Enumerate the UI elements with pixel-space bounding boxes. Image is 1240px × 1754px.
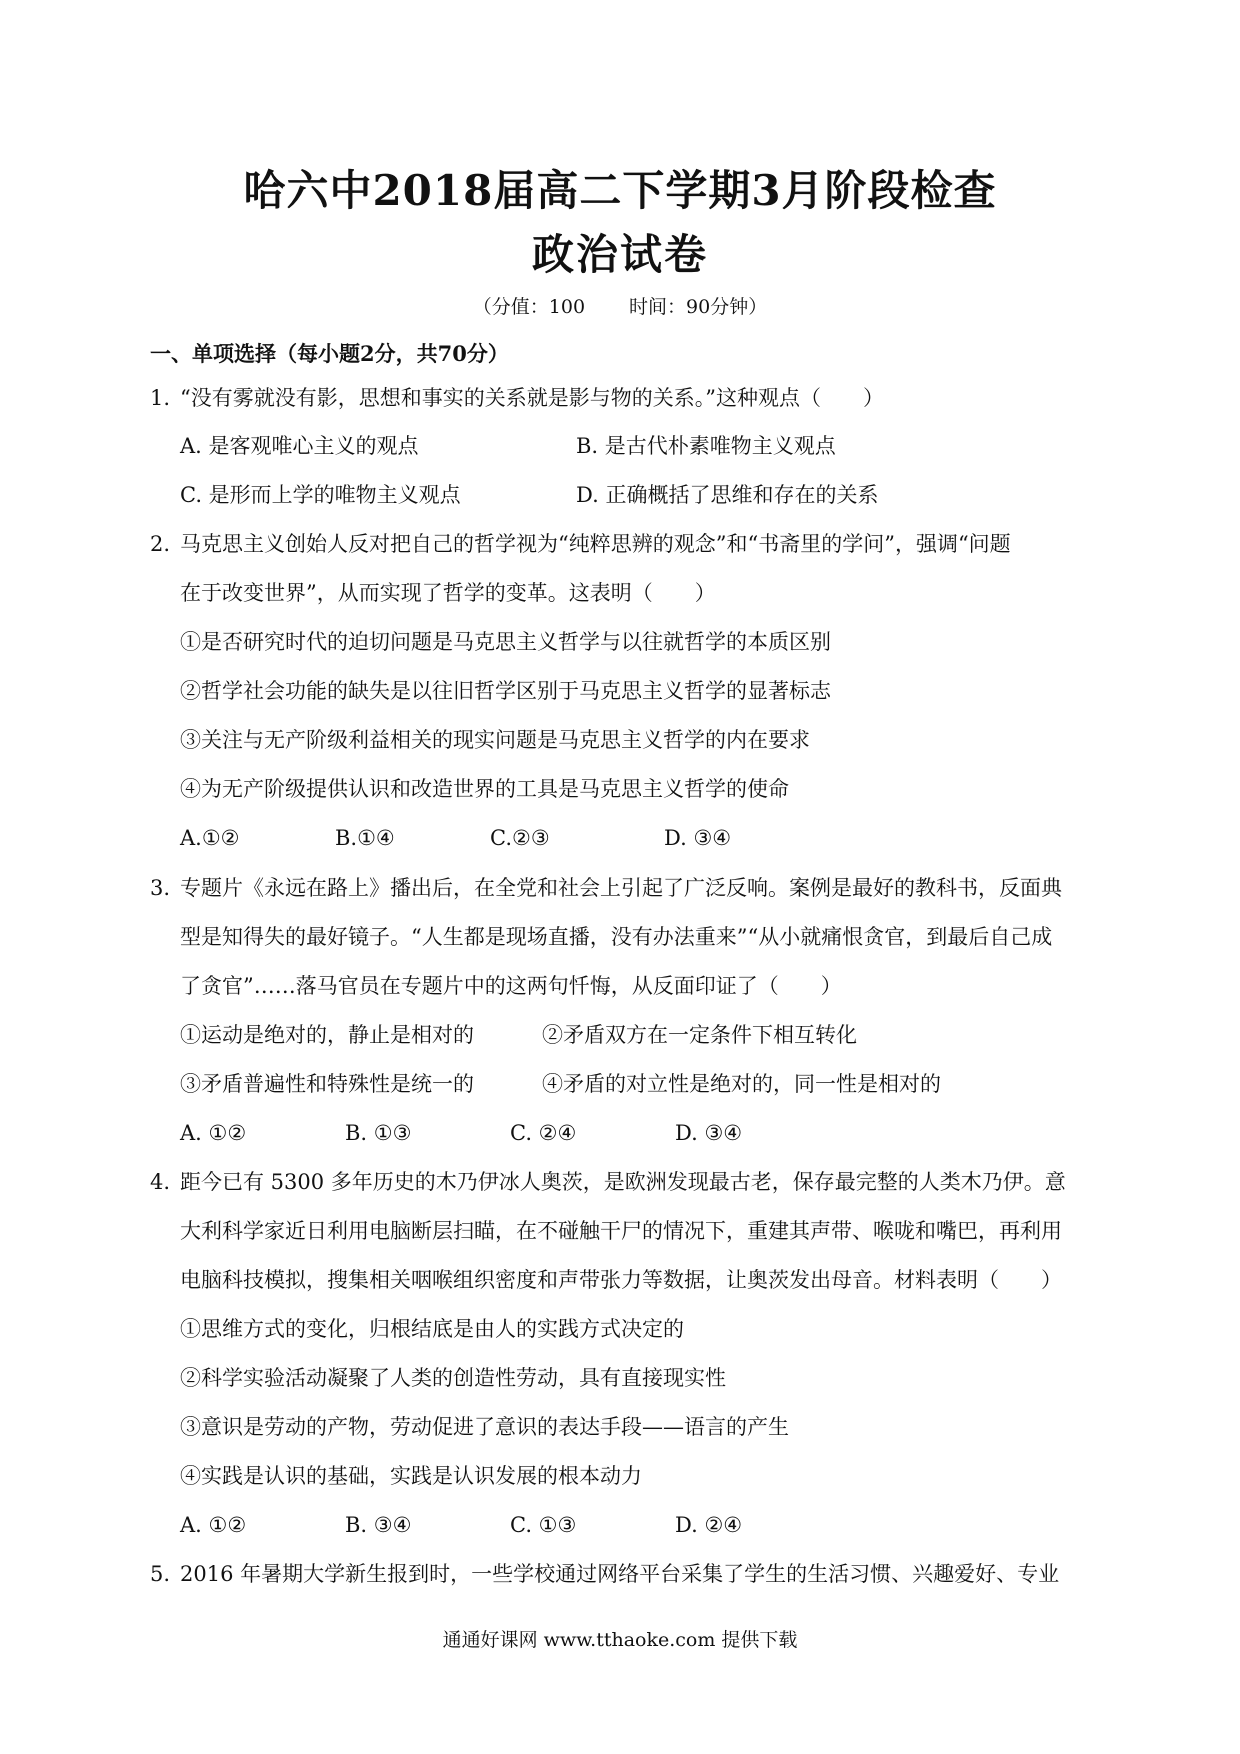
statement-4: ④矛盾的对立性是绝对的，同一性是相对的 bbox=[542, 1072, 941, 1096]
question-stem-continued: 大利科学家近日利用电脑断层扫瞄，在不碰触干尸的情况下，重建其声带、喉咙和嘴巴，再利用 bbox=[180, 1219, 1062, 1243]
option-d: D. ②④ bbox=[675, 1513, 743, 1537]
statement-1: ①是否研究时代的迫切问题是马克思主义哲学与以往就哲学的本质区别 bbox=[180, 630, 831, 654]
option-a: A.①② bbox=[180, 826, 240, 850]
question-stem: “没有雾就没有影，思想和事实的关系就是影与物的关系。”这种观点（ ） bbox=[180, 386, 884, 410]
option-a: A. ①② bbox=[180, 1121, 247, 1145]
statement-4: ④实践是认识的基础，实践是认识发展的根本动力 bbox=[180, 1464, 642, 1488]
page-subtitle: 政治试卷 bbox=[531, 230, 708, 279]
option-c: C. 是形而上学的唯物主义观点 bbox=[180, 483, 461, 507]
statement-3: ③关注与无产阶级利益相关的现实问题是马克思主义哲学的内在要求 bbox=[180, 728, 810, 752]
page-title: 哈六中2018届高二下学期3月阶段检查 bbox=[243, 166, 997, 215]
option-a: A. 是客观唯心主义的观点 bbox=[180, 434, 419, 458]
option-d: D. ③④ bbox=[675, 1121, 743, 1145]
question-stem: 2016 年暑期大学新生报到时，一些学校通过网络平台采集了学生的生活习惯、兴趣爱好、专业 bbox=[180, 1562, 1060, 1586]
statement-1: ①运动是绝对的，静止是相对的 bbox=[180, 1023, 474, 1047]
statement-1: ①思维方式的变化，归根结底是由人的实践方式决定的 bbox=[180, 1317, 684, 1341]
footer-source: 通通好课网 www.tthaoke.com 提供下载 bbox=[442, 1629, 798, 1651]
option-c: C. ①③ bbox=[510, 1513, 577, 1537]
question-number: 3. bbox=[150, 876, 171, 900]
statement-2: ②哲学社会功能的缺失是以往旧哲学区别于马克思主义哲学的显著标志 bbox=[180, 679, 831, 703]
question-stem: 距今已有 5300 多年历史的木乃伊冰人奥茨，是欧洲发现最古老，保存最完整的人类木乃伊。意 bbox=[180, 1170, 1066, 1194]
statement-3: ③意识是劳动的产物，劳动促进了意识的表达手段——语言的产生 bbox=[180, 1415, 789, 1439]
option-d: D. 正确概括了思维和存在的关系 bbox=[576, 483, 879, 507]
question-stem-continued: 型是知得失的最好镜子。“人生都是现场直播，没有办法重来”“从小就痛恨贪官，到最后自己成 bbox=[180, 925, 1053, 949]
question-stem-continued: 电脑科技模拟，搜集相关咽喉组织密度和声带张力等数据，让奥茨发出母音。材料表明（ ） bbox=[180, 1268, 1062, 1292]
option-b: B. ①③ bbox=[345, 1121, 412, 1145]
option-c: C.②③ bbox=[490, 826, 550, 850]
option-b: B. 是古代朴素唯物主义观点 bbox=[576, 434, 836, 458]
question-number: 4. bbox=[150, 1170, 171, 1194]
question-number: 2. bbox=[150, 532, 171, 556]
option-a: A. ①② bbox=[180, 1513, 247, 1537]
statement-3: ③矛盾普遍性和特殊性是统一的 bbox=[180, 1072, 474, 1096]
option-d: D. ③④ bbox=[664, 826, 732, 850]
option-c: C. ②④ bbox=[510, 1121, 577, 1145]
option-b: B.①④ bbox=[335, 826, 395, 850]
section-heading: 一、单项选择（每小题2分，共70分） bbox=[150, 341, 509, 366]
question-number: 5. bbox=[150, 1562, 171, 1586]
question-stem-continued: 在于改变世界”，从而实现了哲学的变革。这表明（ ） bbox=[180, 581, 716, 605]
question-number: 1. bbox=[150, 386, 171, 410]
statement-2: ②科学实验活动凝聚了人类的创造性劳动，具有直接现实性 bbox=[180, 1366, 726, 1390]
statement-4: ④为无产阶级提供认识和改造世界的工具是马克思主义哲学的使命 bbox=[180, 777, 789, 801]
statement-2: ②矛盾双方在一定条件下相互转化 bbox=[542, 1023, 857, 1047]
question-stem: 马克思主义创始人反对把自己的哲学视为“纯粹思辨的观念”和“书斋里的学问”，强调“问题 bbox=[180, 532, 1011, 556]
exam-info bbox=[0, 292, 1240, 319]
score-info: （分值：100 bbox=[472, 296, 586, 318]
option-b: B. ③④ bbox=[345, 1513, 412, 1537]
question-stem-continued: 了贪官”……落马官员在专题片中的这两句忏悔，从反面印证了（ ） bbox=[180, 974, 842, 998]
question-stem: 专题片《永远在路上》播出后，在全党和社会上引起了广泛反响。案例是最好的教科书，反面典 bbox=[180, 876, 1062, 900]
time-info: 时间：90分钟） bbox=[629, 296, 768, 318]
